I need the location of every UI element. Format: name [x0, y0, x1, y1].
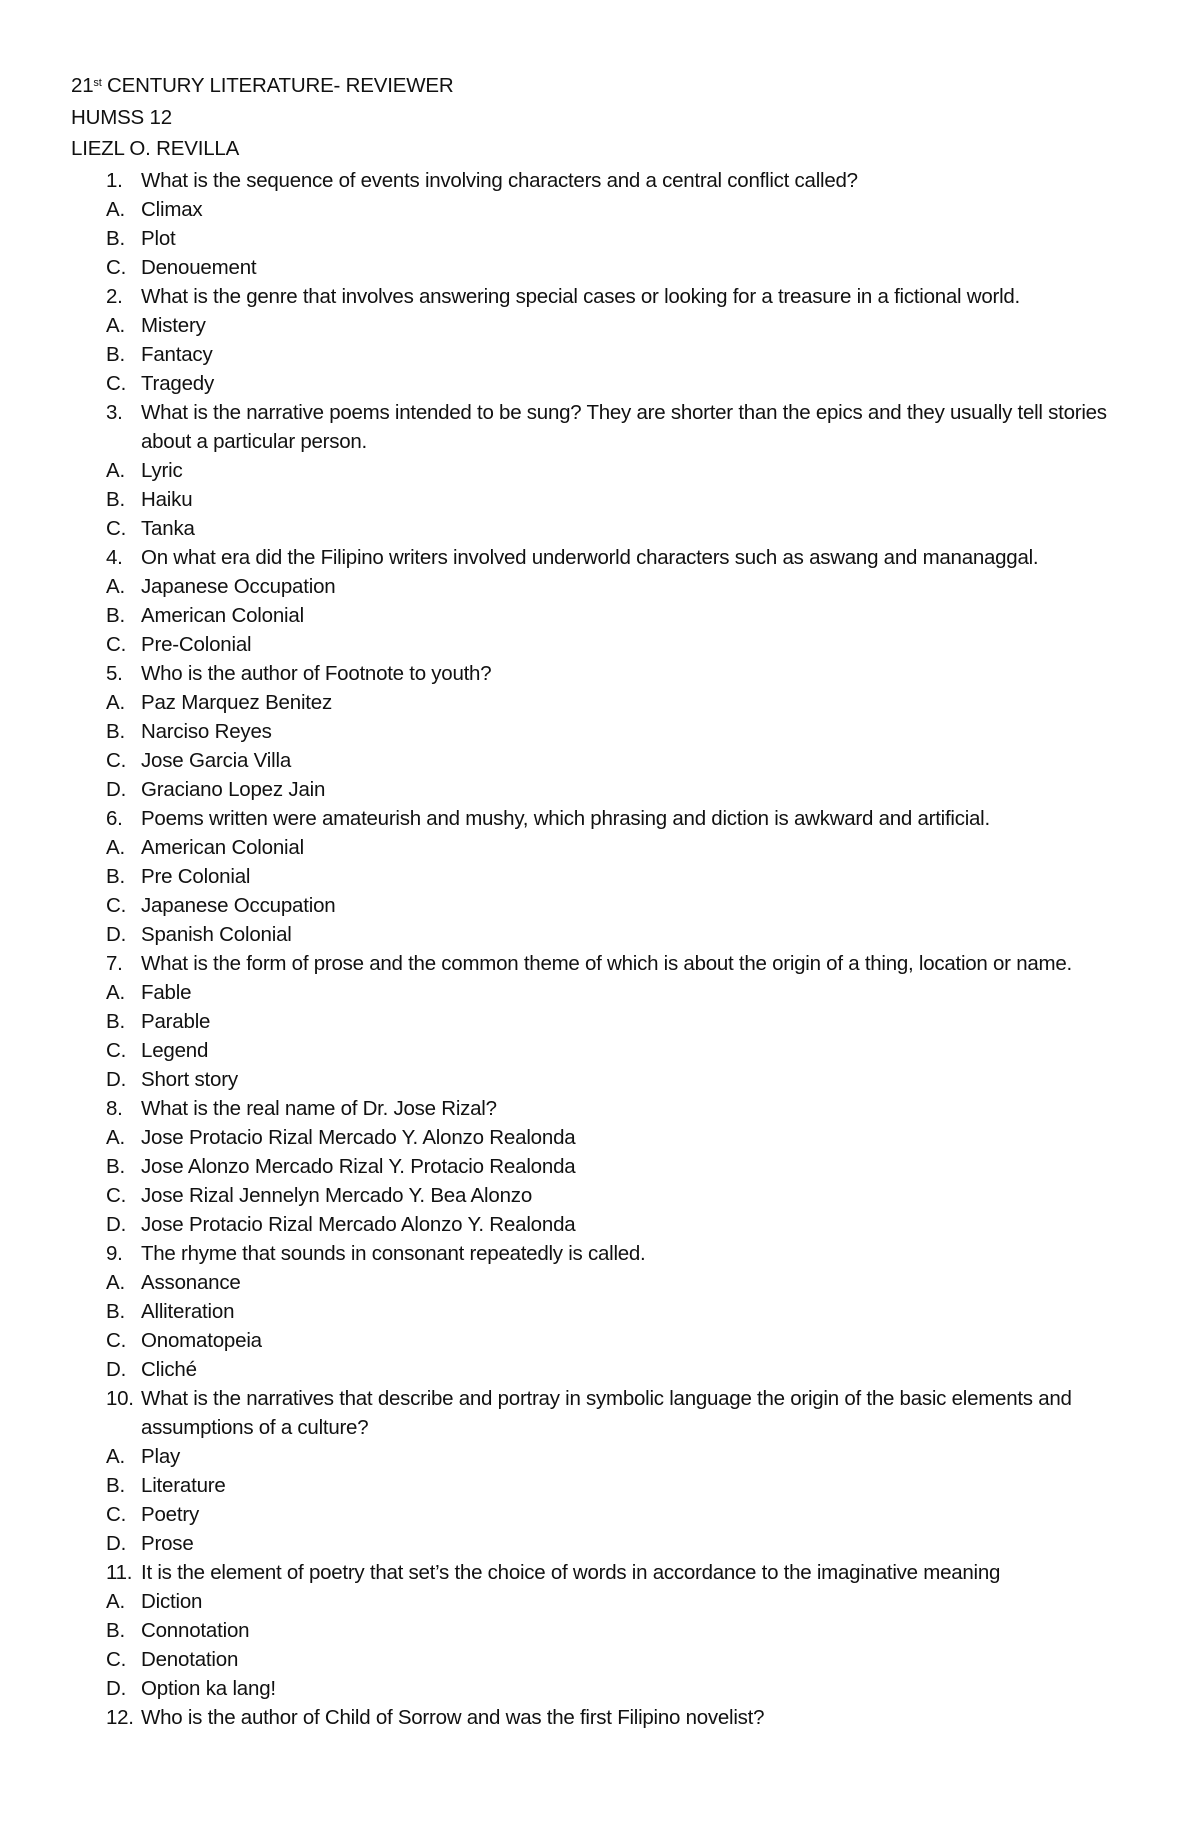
- option-text: Literature: [141, 1474, 226, 1497]
- question-item: [0, 543, 1200, 659]
- option-text: Denotation: [141, 1648, 239, 1671]
- question-text: Who is the author of Child of Sorrow and was the first Filipino novelist?: [141, 1706, 765, 1729]
- option-text: Japanese Occupation: [141, 894, 336, 917]
- answer-option: [0, 195, 1200, 224]
- option-text: Paz Marquez Benitez: [141, 691, 333, 714]
- option-text: Cliché: [141, 1358, 197, 1381]
- answer-option: [0, 456, 1200, 485]
- question-row: [0, 543, 1131, 572]
- option-text: American Colonial: [141, 836, 304, 859]
- option-text: Climax: [141, 198, 203, 221]
- option-letter: D.: [106, 778, 127, 801]
- option-letter: B.: [106, 1155, 125, 1178]
- option-letter: D.: [106, 923, 127, 946]
- option-text: Pre Colonial: [141, 865, 251, 888]
- answer-option: [0, 1355, 1200, 1384]
- option-text: Fable: [141, 981, 192, 1004]
- question-row: [0, 398, 1131, 456]
- option-letter: C.: [106, 633, 127, 656]
- answer-option: [0, 514, 1200, 543]
- option-text: Legend: [141, 1039, 209, 1062]
- answer-option: [0, 1152, 1200, 1181]
- question-item: [0, 949, 1200, 1094]
- option-letter: A.: [106, 1445, 125, 1468]
- option-letter: A.: [106, 691, 125, 714]
- answer-option: [0, 1587, 1200, 1616]
- option-letter: B.: [106, 343, 125, 366]
- question-text: What is the sequence of events involving characters and a central conflict called?: [141, 169, 858, 192]
- option-text: Spanish Colonial: [141, 923, 292, 946]
- question-row: [0, 1703, 1131, 1732]
- option-text: Jose Alonzo Mercado Rizal Y. Protacio Realonda: [141, 1155, 576, 1178]
- option-letter: D.: [106, 1358, 127, 1381]
- answer-option: [0, 1616, 1200, 1645]
- question-number: 4.: [106, 546, 123, 569]
- question-row: [0, 1384, 1131, 1442]
- option-text: Graciano Lopez Jain: [141, 778, 326, 801]
- question-text: It is the element of poetry that set’s the choice of words in accordance to the imaginative meaning: [141, 1561, 1001, 1584]
- question-item: [0, 282, 1200, 398]
- answer-option: [0, 920, 1200, 949]
- option-letter: D.: [106, 1677, 127, 1700]
- option-letter: A.: [106, 198, 125, 221]
- question-row: [0, 1239, 1131, 1268]
- question-item: [0, 804, 1200, 949]
- answer-option: [0, 1181, 1200, 1210]
- option-letter: C.: [106, 1184, 127, 1207]
- option-text: Diction: [141, 1590, 203, 1613]
- question-item: [0, 1558, 1200, 1703]
- option-text: Poetry: [141, 1503, 200, 1526]
- question-item: [0, 1094, 1200, 1239]
- option-text: Prose: [141, 1532, 194, 1555]
- answer-option: [0, 1471, 1200, 1500]
- option-text: Option ka lang!: [141, 1677, 276, 1700]
- question-item: [0, 166, 1200, 282]
- option-text: Tanka: [141, 517, 195, 540]
- option-letter: D.: [106, 1068, 127, 1091]
- answer-option: [0, 1326, 1200, 1355]
- option-letter: C.: [106, 372, 127, 395]
- option-letter: C.: [106, 1039, 127, 1062]
- question-row: [0, 1558, 1131, 1587]
- option-letter: B.: [106, 1300, 125, 1323]
- option-letter: A.: [106, 1271, 125, 1294]
- question-text: Who is the author of Footnote to youth?: [141, 662, 492, 685]
- option-letter: B.: [106, 1010, 125, 1033]
- answer-option: [0, 978, 1200, 1007]
- question-text: What is the form of prose and the common theme of which is about the origin of a thing, location or name.: [141, 952, 1072, 975]
- answer-option: [0, 369, 1200, 398]
- answer-option: [0, 1268, 1200, 1297]
- question-item: [0, 398, 1200, 543]
- option-letter: C.: [106, 749, 127, 772]
- option-text: Parable: [141, 1010, 211, 1033]
- question-text: What is the genre that involves answering special cases or looking for a treasure in a fictional world.: [141, 285, 1020, 308]
- option-list: [0, 311, 1200, 398]
- option-text: Jose Rizal Jennelyn Mercado Y. Bea Alonzo: [141, 1184, 533, 1207]
- option-text: Jose Protacio Rizal Mercado Y. Alonzo Realonda: [141, 1126, 576, 1149]
- answer-option: [0, 775, 1200, 804]
- option-list: [0, 833, 1200, 949]
- option-text: Haiku: [141, 488, 193, 511]
- option-letter: D.: [106, 1532, 127, 1555]
- option-letter: B.: [106, 604, 125, 627]
- answer-option: [0, 601, 1200, 630]
- option-list: [0, 1268, 1200, 1384]
- option-letter: A.: [106, 1126, 125, 1149]
- question-number: 2.: [106, 285, 123, 308]
- option-letter: B.: [106, 488, 125, 511]
- option-text: Japanese Occupation: [141, 575, 336, 598]
- answer-option: [0, 1674, 1200, 1703]
- option-text: Alliteration: [141, 1300, 235, 1323]
- question-row: [0, 949, 1131, 978]
- question-item: [0, 659, 1200, 804]
- option-letter: D.: [106, 1213, 127, 1236]
- option-text: Connotation: [141, 1619, 250, 1642]
- question-number: 12.: [106, 1706, 134, 1729]
- option-list: [0, 978, 1200, 1094]
- option-text: Jose Protacio Rizal Mercado Alonzo Y. Realonda: [141, 1213, 576, 1236]
- option-text: Plot: [141, 227, 176, 250]
- author-name: LIEZL O. REVILLA: [71, 137, 240, 160]
- option-text: Mistery: [141, 314, 206, 337]
- question-text: The rhyme that sounds in consonant repeatedly is called.: [141, 1242, 646, 1265]
- option-text: American Colonial: [141, 604, 304, 627]
- answer-option: [0, 1210, 1200, 1239]
- answer-option: [0, 746, 1200, 775]
- option-text: Pre-Colonial: [141, 633, 252, 656]
- answer-option: [0, 572, 1200, 601]
- option-letter: B.: [106, 227, 125, 250]
- answer-option: [0, 340, 1200, 369]
- answer-option: [0, 1123, 1200, 1152]
- option-letter: C.: [106, 517, 127, 540]
- title-rest: CENTURY LITERATURE- REVIEWER: [101, 74, 454, 97]
- title-superscript: st: [93, 77, 102, 89]
- option-list: [0, 456, 1200, 543]
- option-list: [0, 572, 1200, 659]
- question-text: What is the narrative poems intended to be sung? They are shorter than the epics and they usually tell stories about a particular person.: [141, 401, 1107, 453]
- option-letter: A.: [106, 575, 125, 598]
- answer-option: [0, 1297, 1200, 1326]
- option-text: Tragedy: [141, 372, 215, 395]
- answer-option: [0, 862, 1200, 891]
- answer-option: [0, 224, 1200, 253]
- answer-option: [0, 311, 1200, 340]
- answer-option: [0, 1442, 1200, 1471]
- title-prefix: 21: [71, 74, 94, 97]
- question-number: 8.: [106, 1097, 123, 1120]
- option-text: Short story: [141, 1068, 238, 1091]
- answer-option: [0, 688, 1200, 717]
- question-number: 9.: [106, 1242, 123, 1265]
- option-letter: B.: [106, 865, 125, 888]
- question-number: 3.: [106, 401, 123, 424]
- option-letter: A.: [106, 836, 125, 859]
- answer-option: [0, 630, 1200, 659]
- option-letter: C.: [106, 1503, 127, 1526]
- option-text: Lyric: [141, 459, 183, 482]
- question-text: What is the real name of Dr. Jose Rizal?: [141, 1097, 497, 1120]
- answer-option: [0, 485, 1200, 514]
- option-letter: A.: [106, 1590, 125, 1613]
- question-number: 1.: [106, 169, 123, 192]
- option-list: [0, 688, 1200, 804]
- question-number: 10.: [106, 1387, 134, 1410]
- option-letter: A.: [106, 459, 125, 482]
- question-row: [0, 1094, 1131, 1123]
- answer-option: [0, 1500, 1200, 1529]
- answer-option: [0, 1036, 1200, 1065]
- option-letter: B.: [106, 1474, 125, 1497]
- option-letter: C.: [106, 1648, 127, 1671]
- question-number: 11.: [106, 1561, 133, 1584]
- option-letter: A.: [106, 314, 125, 337]
- option-letter: B.: [106, 720, 125, 743]
- document-title: [71, 71, 453, 100]
- answer-option: [0, 833, 1200, 862]
- option-list: [0, 1123, 1200, 1239]
- option-letter: C.: [106, 256, 127, 279]
- option-text: Play: [141, 1445, 181, 1468]
- question-number: 6.: [106, 807, 123, 830]
- answer-option: [0, 253, 1200, 282]
- answer-option: [0, 891, 1200, 920]
- question-item: [0, 1384, 1200, 1558]
- answer-option: [0, 1529, 1200, 1558]
- question-item: [0, 1703, 1200, 1732]
- answer-option: [0, 1645, 1200, 1674]
- question-text: What is the narratives that describe and portray in symbolic language the origin of the basic elements and assumptions of a culture?: [141, 1387, 1072, 1439]
- answer-option: [0, 1065, 1200, 1094]
- option-text: Narciso Reyes: [141, 720, 272, 743]
- question-item: [0, 1239, 1200, 1384]
- option-text: Onomatopeia: [141, 1329, 262, 1352]
- option-list: [0, 1587, 1200, 1703]
- question-list: [0, 166, 1200, 1732]
- question-row: [0, 659, 1131, 688]
- option-letter: C.: [106, 894, 127, 917]
- question-row: [0, 804, 1131, 833]
- answer-option: [0, 1007, 1200, 1036]
- option-text: Denouement: [141, 256, 257, 279]
- question-number: 5.: [106, 662, 123, 685]
- option-text: Fantacy: [141, 343, 213, 366]
- option-letter: B.: [106, 1619, 125, 1642]
- question-text: Poems written were amateurish and mushy, which phrasing and diction is awkward and artificial.: [141, 807, 990, 830]
- option-letter: A.: [106, 981, 125, 1004]
- class-label: HUMSS 12: [71, 106, 172, 129]
- question-text: On what era did the Filipino writers involved underworld characters such as aswang and mananaggal.: [141, 546, 1039, 569]
- question-row: [0, 166, 1131, 195]
- option-text: Assonance: [141, 1271, 241, 1294]
- option-list: [0, 195, 1200, 282]
- question-number: 7.: [106, 952, 123, 975]
- answer-option: [0, 717, 1200, 746]
- option-text: Jose Garcia Villa: [141, 749, 292, 772]
- option-letter: C.: [106, 1329, 127, 1352]
- option-list: [0, 1442, 1200, 1558]
- question-row: [0, 282, 1131, 311]
